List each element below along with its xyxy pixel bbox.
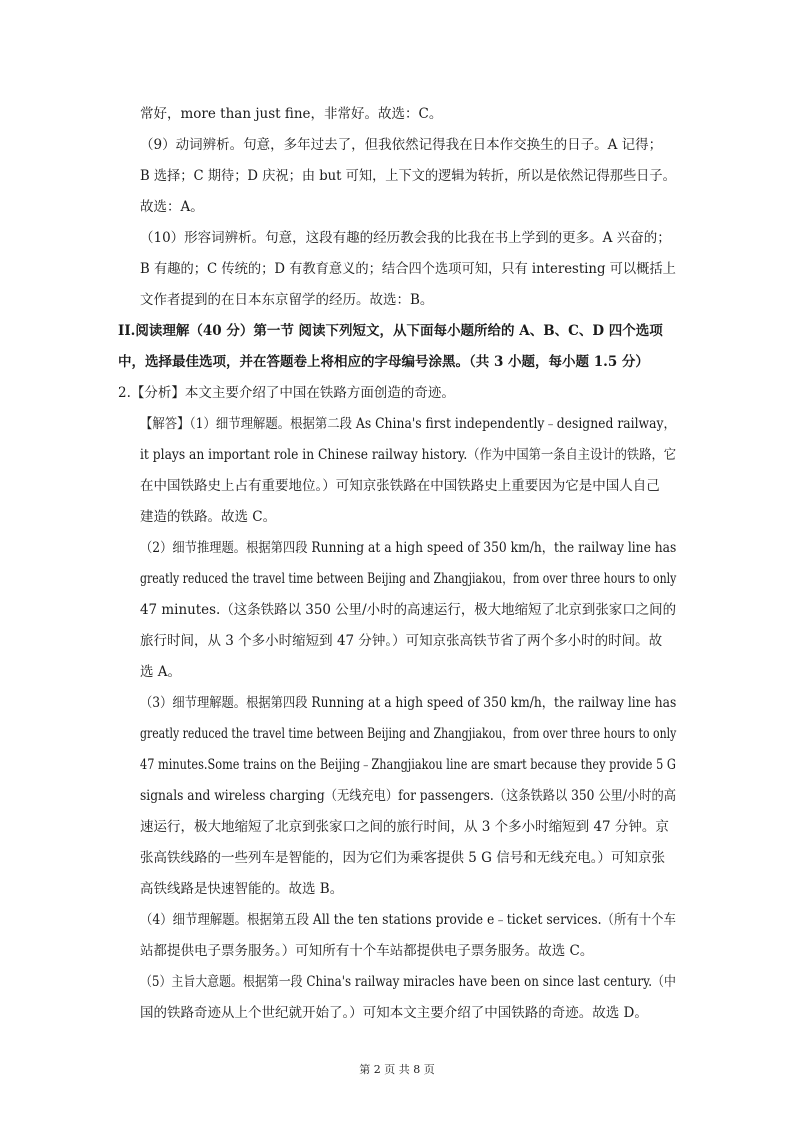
page-number-footer: 第 2 页 共 8 页	[359, 1063, 435, 1076]
text-line: 【解答】（1）细节理解题。根据第二段 As China's first independently﹣designed railway，	[140, 416, 676, 432]
text-line: （9）动词辨析。句意，多年过去了，但我依然记得我在日本作交换生的日子。A 记得；	[140, 137, 663, 153]
text-line: greatly reduced the travel time between Beijing and Zhangjiakou，from over three hours to only	[140, 571, 677, 587]
text-line: 47 minutes.Some trains on the Beijing﹣Zhangjiakou line are smart because they provide 5 G	[140, 757, 676, 773]
question-analysis: 2.【分析】本文主要介绍了中国在铁路方面创造的奇迹。	[118, 385, 455, 401]
text-line: B 选择；C 期待；D 庆祝；由 but 可知，上下文的逻辑为转折，所以是依然记得那些日子。	[140, 168, 676, 184]
text-line: （2）细节推理题。根据第四段 Running at a high speed of 350 km/h，the railway line has	[140, 540, 677, 556]
text-line: （10）形容词辨析。句意，这段有趣的经历教会我的比我在书上学到的更多。A 兴奋的；	[140, 230, 671, 246]
text-line: （4）细节理解题。根据第五段 All the ten stations provide e﹣ticket services.（所有十个车	[140, 912, 676, 928]
text-line: 站都提供电子票务服务。）可知所有十个车站都提供电子票务服务。故选 C。	[140, 943, 594, 959]
text-line: 速运行，极大地缩短了北京到张家口之间的旅行时间，从 3 个多小时缩短到 47 分钟。京	[140, 819, 669, 835]
text-line: （3）细节理解题。根据第四段 Running at a high speed of 350 km/h，the railway line has	[140, 695, 677, 711]
text-line: B 有趣的；C 传统的；D 有教育意义的；结合四个选项可知，只有 interesting 可以概括上	[140, 261, 676, 277]
text-line: 高铁线路是快速智能的。故选 B。	[140, 881, 344, 897]
section-heading: 中，选择最佳选项，并在答题卷上将相应的字母编号涂黑。（共 3 小题，每小题 1.5 分）	[118, 354, 649, 370]
text-line: 旅行时间，从 3 个多小时缩短到 47 分钟。）可知京张高铁节省了两个多小时的时间。故	[140, 633, 663, 649]
text-line: 47 minutes.（这条铁路以 350 公里/小时的高速运行，极大地缩短了北京到张家口之间的	[140, 602, 677, 618]
text-line: 在中国铁路史上占有重要地位。）可知京张铁路在中国铁路史上重要因为它是中国人自己	[140, 478, 660, 494]
text-line: （5）主旨大意题。根据第一段 China's railway miracles have been on since last century.（中	[140, 974, 676, 990]
text-line: signals and wireless charging（无线充电）for passengers.（这条铁路以 350 公里/小时的高	[140, 788, 676, 804]
text-line: 文作者提到的在日本东京留学的经历。故选：B。	[140, 292, 434, 308]
text-line: 国的铁路奇迹从上个世纪就开始了。）可知本文主要介绍了中国铁路的奇迹。故选 D。	[140, 1005, 648, 1021]
section-heading: II.阅读理解（40 分）第一节 阅读下列短文，从下面每小题所给的 A、B、C、D 四个选项	[118, 323, 663, 339]
text-line: 建造的铁路。故选 C。	[140, 509, 277, 525]
text-line: 故选：A。	[140, 199, 204, 215]
text-line: greatly reduced the travel time between Beijing and Zhangjiakou，from over three hours to only	[140, 726, 677, 742]
text-line: 张高铁线路的一些列车是智能的，因为它们为乘客提供 5 G 信号和无线充电。）可知京张	[140, 850, 665, 866]
text-line: 选 A。	[140, 664, 182, 680]
text-line: it plays an important role in Chinese railway history.（作为中国第一条自主设计的铁路，它	[140, 447, 677, 463]
text-line: 常好，more than just fine，非常好。故选：C。	[140, 106, 443, 122]
